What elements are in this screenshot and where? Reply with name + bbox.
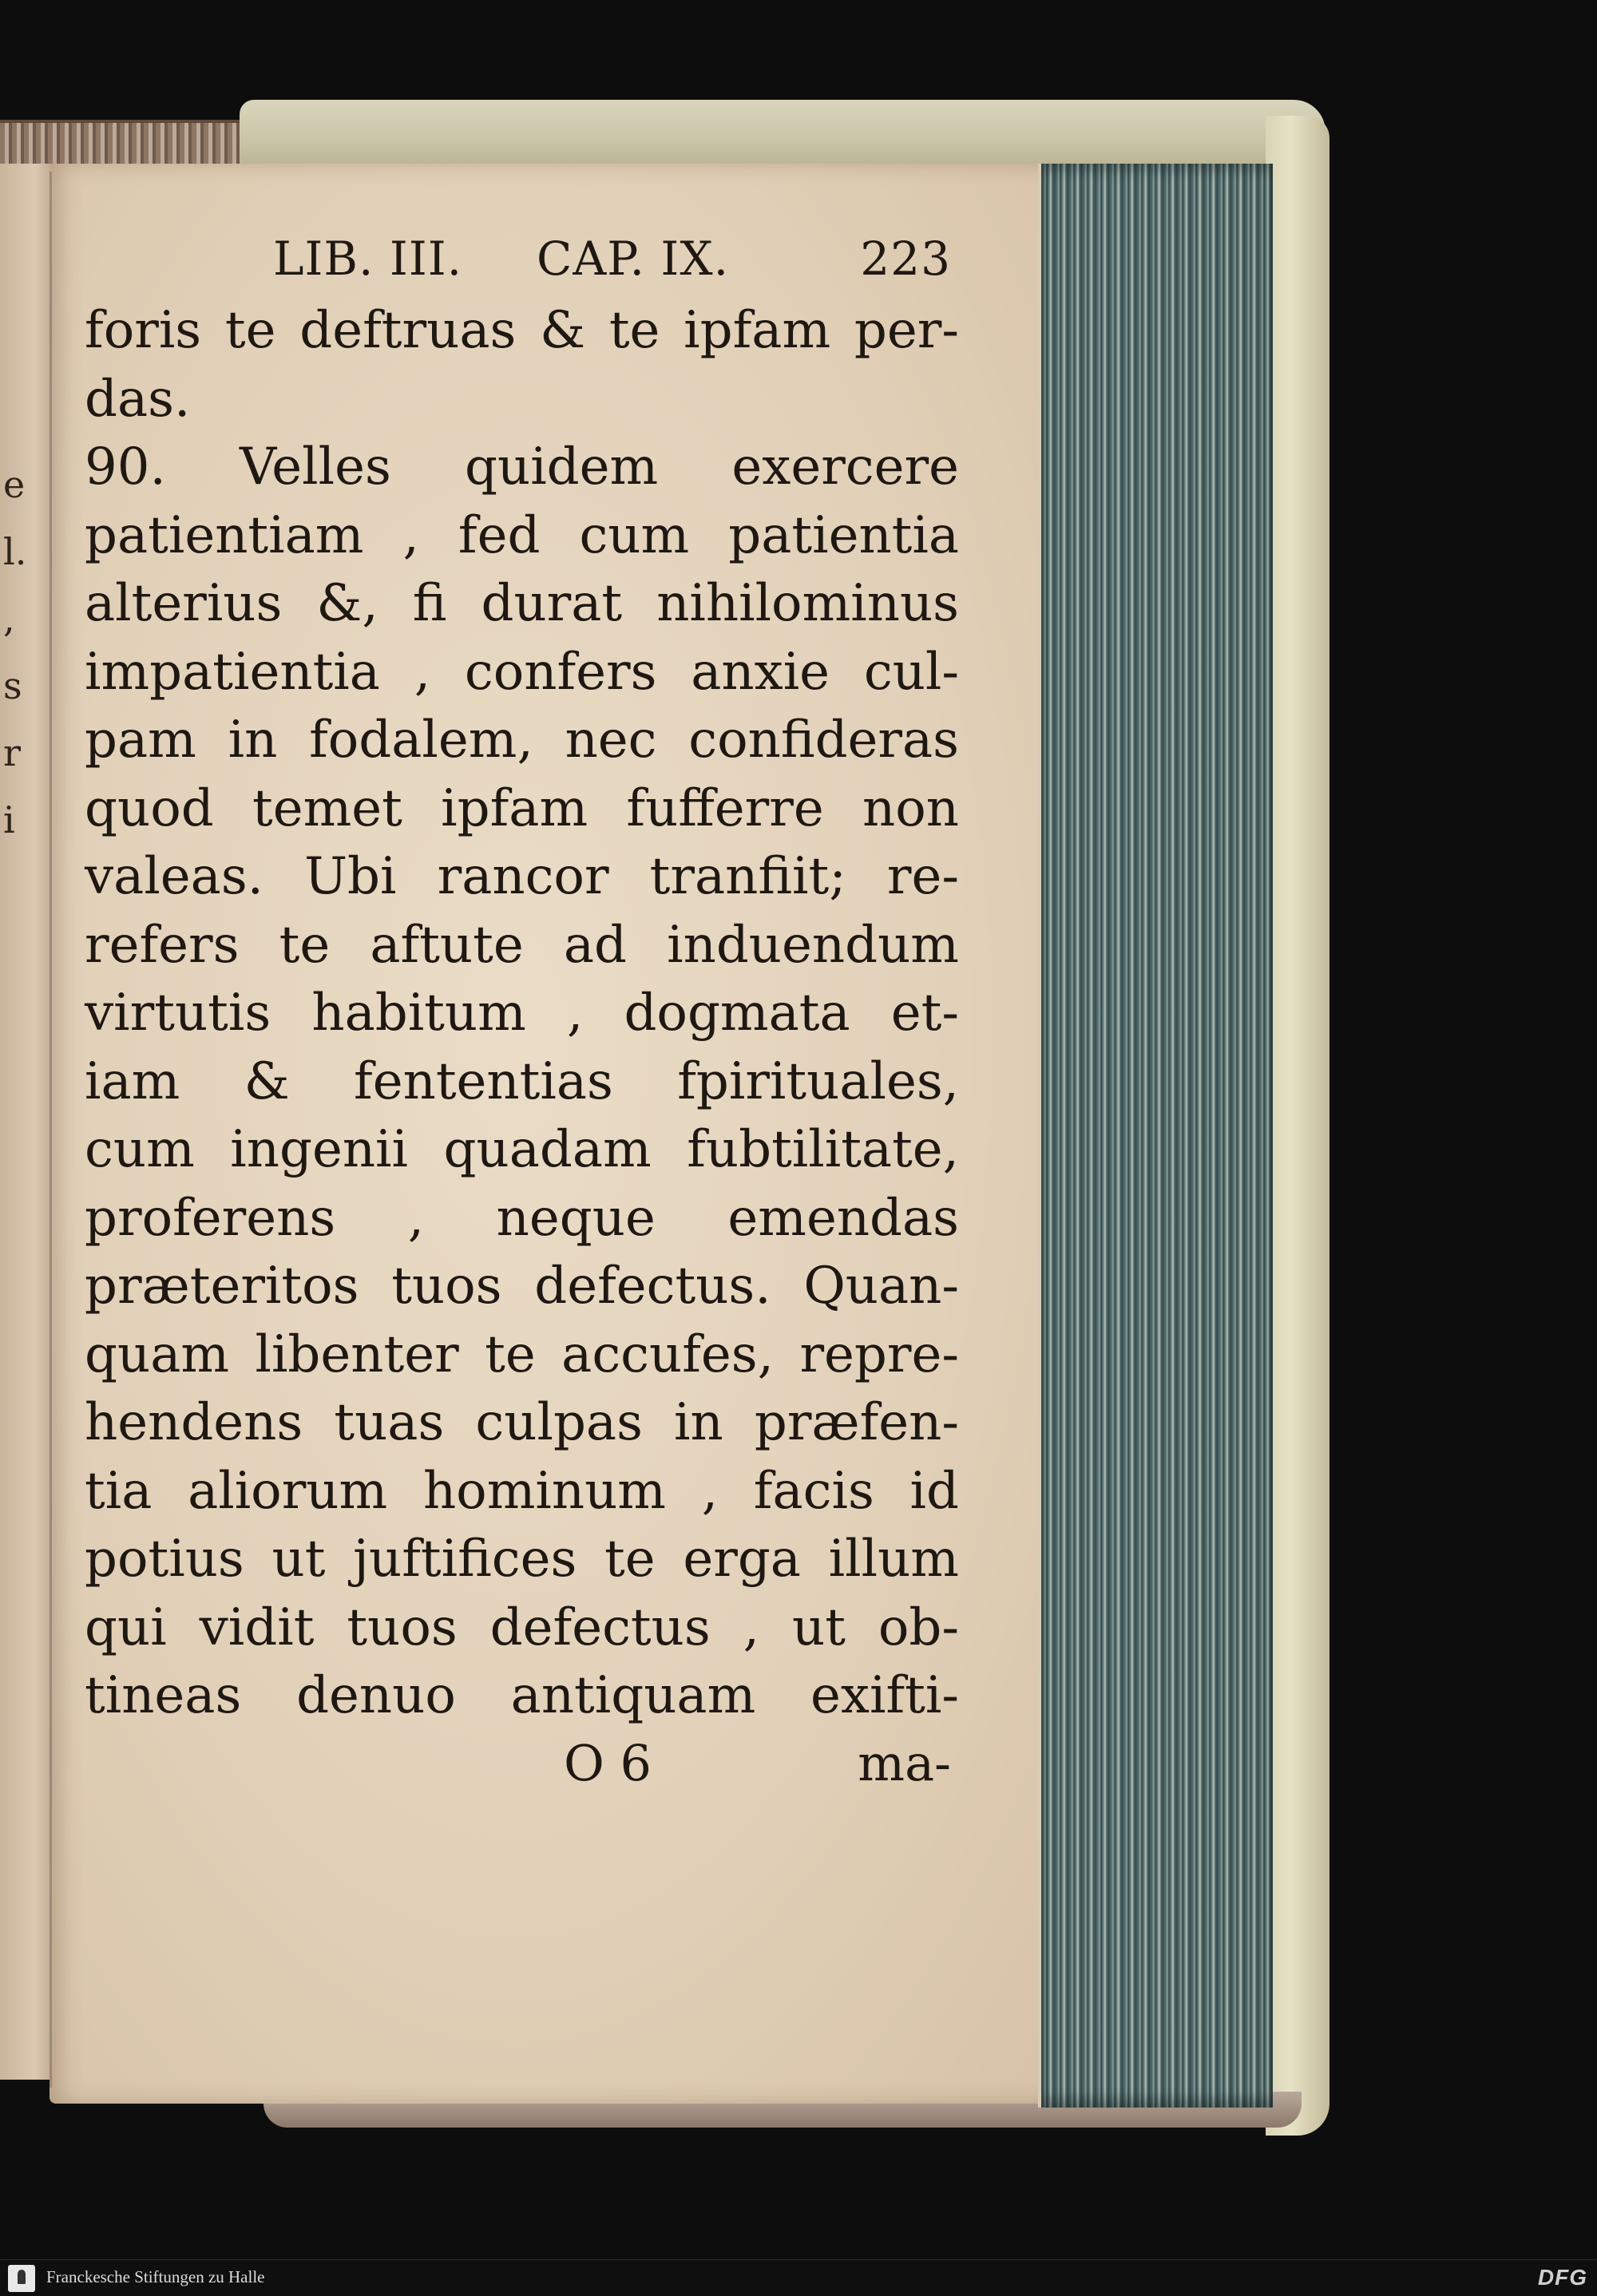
text-word: in [674,1393,723,1452]
text-line [85,912,959,980]
text-word: impatientia [85,642,380,702]
text-line [85,433,959,502]
text-word: te [224,301,276,360]
text-word: iam [85,1051,180,1111]
text-word: cum [579,505,690,565]
text-word: confers [464,642,657,702]
text-word: cum [85,1120,195,1179]
text-word: te [279,915,331,975]
text-line [85,1389,959,1458]
text-word: quam [85,1324,230,1384]
text-word: patientiam [85,505,364,565]
text-word: quadam [443,1120,652,1179]
text-word: defectus [489,1597,711,1657]
text-word: fpirituales, [677,1051,959,1111]
text-word: tuos [347,1597,458,1657]
text-word: ad [563,915,627,975]
text-word: potius [85,1530,244,1589]
book-headband [0,120,240,170]
text-word: , [743,1597,759,1657]
vellum-cover-top [240,100,1326,172]
text-word: virtutis [85,984,271,1043]
text-word: hominum [422,1461,666,1521]
text-word: ipfam [441,778,588,838]
running-head-book: LIB. III. [273,232,463,286]
text-line [85,1185,959,1253]
text-word: et- [890,984,959,1043]
text-word: te [608,301,660,360]
text-word: per- [854,301,959,360]
text-word: exercere [731,437,959,497]
text-word: Velles [239,437,391,497]
text-line [85,502,959,571]
left-page-fragment: , [3,597,15,640]
institution-name: Franckesche Stiftungen zu Halle [46,2267,265,2286]
text-word: ipfam [684,301,831,360]
text-word: habitum [311,984,526,1043]
text-word: erga [683,1530,801,1589]
left-page-fragment: r [3,731,21,774]
text-word: 90. [85,437,166,497]
text-word: qui [85,1597,167,1657]
left-page-fragment: s [3,664,22,707]
text-word: accufes, [561,1324,774,1384]
text-word: valeas. [85,847,264,906]
text-word: , [407,1188,425,1248]
text-word: id [909,1461,959,1521]
page-number: 223 [860,232,951,286]
left-page-fragment: e [3,463,26,506]
text-word: ut [791,1597,846,1657]
text-word: tuas [334,1393,445,1452]
text-word: deftruas [299,301,517,360]
text-line [85,707,959,775]
text-word: durat [481,574,623,633]
page-foot [85,1734,959,1806]
institution-logo-icon [8,2265,35,2292]
text-word: fufferre [626,778,824,838]
text-word: denuo [296,1666,456,1725]
text-word: alterius [85,574,283,633]
signature-mark: O 6 [564,1733,652,1792]
text-word: foris [85,301,202,360]
text-word: cul- [863,642,959,702]
text-word: facis [753,1461,874,1521]
left-page-fragment: l. [3,530,27,573]
text-word: culpas [475,1393,643,1452]
text-word: libenter [255,1324,459,1384]
text-word: patientia [728,505,959,565]
page-text-block [85,232,959,1806]
text-word: aftute [370,915,524,975]
text-word: ob- [878,1597,959,1657]
text-line [85,843,959,912]
body-text [85,297,959,1731]
text-line [85,570,959,639]
text-word: in [228,711,278,770]
text-word: neque [496,1188,656,1248]
text-word: fubtilitate, [687,1120,959,1179]
text-line [85,1458,959,1526]
text-word: das. [85,369,191,429]
text-word: dogmata [624,984,850,1043]
left-page-fragments [3,451,51,853]
text-word: &, [316,574,378,633]
text-line [85,1116,959,1185]
text-word: fed [458,505,541,565]
text-word: confideras [688,711,959,770]
text-word: quidem [465,437,659,497]
text-word: præteritos [85,1257,359,1316]
text-word: te [604,1530,656,1589]
text-word: quod [85,778,214,838]
text-word: fententias [354,1051,613,1111]
page-fore-edge [1038,164,1273,2108]
text-word: re- [886,847,959,906]
left-page-fragment: i [3,798,15,841]
text-word: defectus. [534,1257,771,1316]
catchword: ma- [858,1733,951,1792]
text-word: tranfiit; [649,847,846,906]
funder-logo: DFG [1537,2265,1587,2290]
page-gutter [50,172,52,2088]
text-word: antiquam [510,1666,756,1725]
text-word: & [244,1051,290,1111]
text-word: ingenii [230,1120,408,1179]
text-word: , [701,1461,719,1521]
text-line [85,775,959,844]
text-word: nihilominus [656,574,959,633]
text-line [85,366,959,434]
text-word: exifti- [810,1666,959,1725]
text-word: hendens [85,1393,303,1452]
vellum-cover-right [1266,116,1330,2136]
text-word: & [540,301,586,360]
text-word: refers [85,915,240,975]
text-word: proferens [85,1188,336,1248]
text-word: emendas [727,1188,959,1248]
text-word: ut [271,1530,326,1589]
text-line [85,1662,959,1731]
text-word: Ubi [304,847,397,906]
text-word: te [485,1324,536,1384]
text-word: tineas [85,1666,242,1725]
text-word: , [414,642,431,702]
running-head [85,232,959,297]
text-word: fodalem, [309,711,533,770]
text-line [85,639,959,707]
text-line [85,1321,959,1390]
viewer-footer [0,2259,1597,2296]
text-word: fi [412,574,447,633]
text-word: non [862,778,959,838]
text-word: , [402,505,419,565]
text-word: tia [85,1461,153,1521]
text-word: illum [828,1530,959,1589]
text-line [85,297,959,366]
text-line [85,1048,959,1117]
running-head-chapter: CAP. IX. [537,232,730,286]
text-word: induendum [667,915,959,975]
text-word: rancor [437,847,609,906]
text-word: vidit [199,1597,315,1657]
text-line [85,1526,959,1594]
text-word: juftifices [353,1530,577,1589]
text-word: nec [565,711,657,770]
text-word: temet [252,778,402,838]
text-word: pam [85,711,196,770]
text-word: præfen- [754,1393,959,1452]
text-word: Quan- [803,1257,959,1316]
text-word: , [566,984,584,1043]
text-word: repre- [799,1324,959,1384]
text-line [85,980,959,1048]
text-word: aliorum [188,1461,388,1521]
text-word: anxie [691,642,830,702]
text-line [85,1594,959,1663]
text-line [85,1253,959,1321]
text-word: tuos [391,1257,502,1316]
